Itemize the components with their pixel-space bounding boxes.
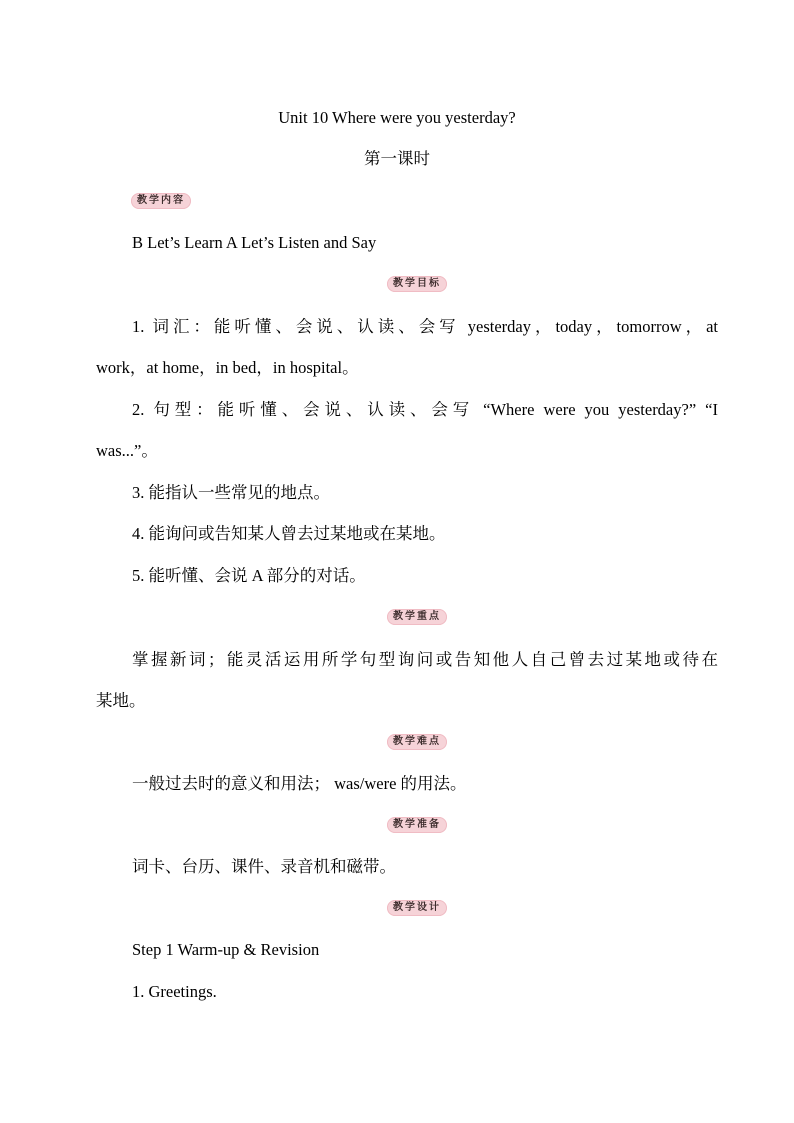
lesson-subtitle: 第一课时 [364,149,430,168]
preparation-text: 词卡、台历、课件、录音机和磁带。 [132,857,396,876]
design-item-1: 1. Greetings. [132,982,217,1001]
difficulties-text: 一般过去时的意义和用法； was/were 的用法。 [132,774,467,793]
objective-item-1-line-1: 1. 词汇：能听懂、会说、认读、会写 yesterday，today，tomorrow，at [132,317,718,336]
objective-item-2-line-2: was...”。 [96,441,158,460]
objective-item-5: 5. 能听懂、会说 A 部分的对话。 [132,566,366,585]
objective-item-3: 3. 能指认一些常见的地点。 [132,483,330,502]
content-text: B Let’s Learn A Let’s Listen and Say [132,233,377,252]
section-badge-preparation: 教学准备 [387,817,447,833]
key-points-line-1: 掌握新词；能灵活运用所学句型询问或告知他人自己曾去过某地或待在 [132,650,718,669]
objective-item-4: 4. 能询问或告知某人曾去过某地或在某地。 [132,524,446,543]
section-badge-key-points: 教学重点 [387,609,447,625]
section-badge-objectives: 教学目标 [387,276,447,292]
design-step-1: Step 1 Warm-up & Revision [132,940,320,959]
section-badge-difficulties: 教学难点 [387,734,447,750]
section-badge-content: 教学内容 [131,193,191,209]
objective-item-1-line-2: work，at home，in bed，in hospital。 [96,358,359,377]
document-title: Unit 10 Where were you yesterday? [278,108,516,127]
objective-item-2-line-1: 2. 句型：能听懂、会说、认读、会写 “Where were you yesterday?” “I [132,400,718,419]
section-badge-design: 教学设计 [387,900,447,916]
key-points-line-2: 某地。 [96,691,146,710]
